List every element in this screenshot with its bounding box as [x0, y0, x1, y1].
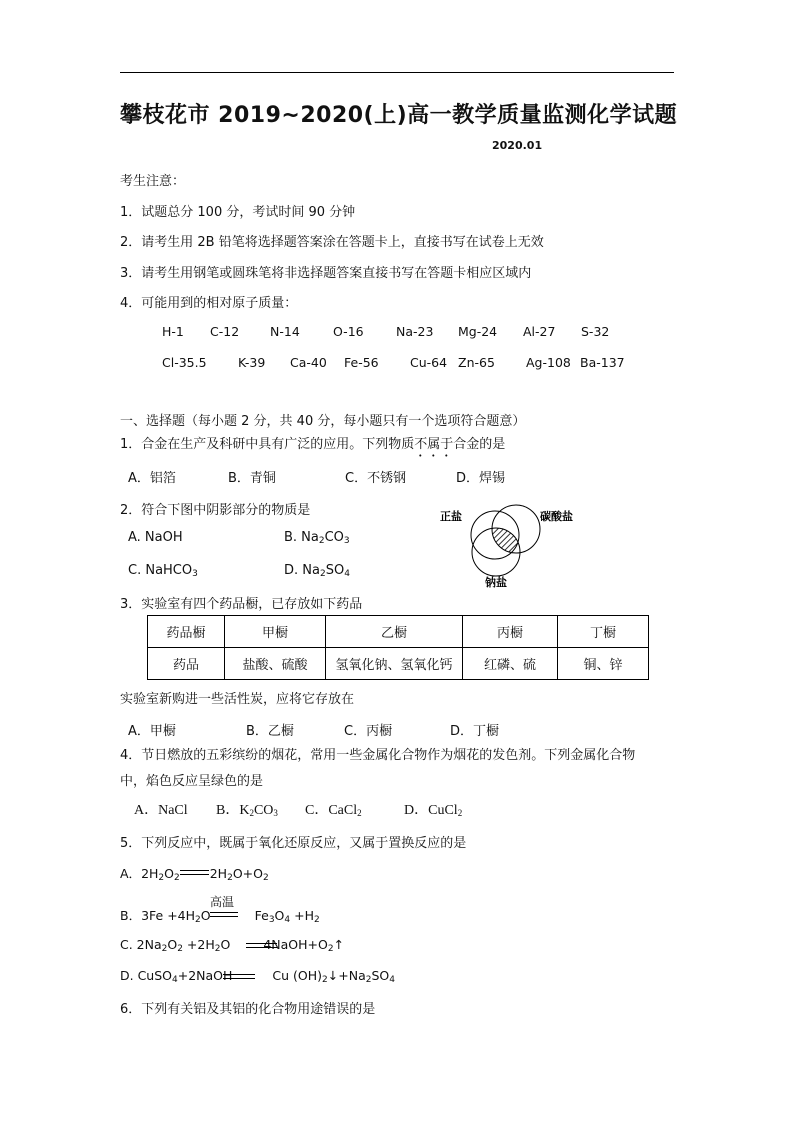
atomic-mass: K-39: [238, 355, 266, 370]
atomic-mass: N-14: [270, 324, 300, 339]
question-3-follow: 实验室新购进一些活性炭，应将它存放在: [120, 692, 355, 707]
atomic-mass: Zn-65: [458, 355, 495, 370]
atomic-mass: Cu-64: [410, 355, 448, 370]
q2-option-a: A. NaOH: [128, 530, 183, 545]
equation-sign: [223, 978, 255, 979]
question-4-stem-line2: 中，焰色反应呈绿色的是: [120, 774, 264, 789]
cabinet-table: [147, 615, 649, 680]
table-row: [148, 616, 649, 648]
notice-item-2: 2．请考生用 2B 铅笔将选择题答案涂在答题卡上，直接书写在试卷上无效: [120, 235, 544, 250]
equation-sign: [210, 912, 238, 913]
q5-option-b: B．$3Fe +4H_2O$ $Fe_3O_4 +H_2$: [120, 908, 320, 925]
question-3-stem: 3．实验室有四个药品橱，已存放如下药品: [120, 597, 363, 612]
atomic-mass: Cl-35.5: [162, 355, 207, 370]
table-cell: 红磷、硫: [463, 648, 558, 680]
question-2-stem: 2．符合下图中阴影部分的物质是: [120, 503, 311, 518]
question-5-stem: 5．下列反应中，既属于氧化还原反应，又属于置换反应的是: [120, 836, 467, 851]
atomic-mass: Ca-40: [290, 355, 327, 370]
exam-date: 2020.01: [492, 139, 543, 152]
q1-option-a: A．铝箔: [128, 471, 176, 486]
atomic-mass: S-32: [581, 324, 610, 339]
notice-item-1: 1．试题总分 100 分，考试时间 90 分钟: [120, 205, 356, 220]
table-row: [148, 648, 649, 680]
top-rule: [120, 72, 674, 73]
table-header-cell: 药品橱: [148, 616, 225, 648]
atomic-mass: Ba-137: [580, 355, 625, 370]
q4-option-b: B．$K_2CO_3$: [216, 803, 278, 818]
atomic-mass: Na-23: [396, 324, 434, 339]
table-cell: 盐酸、硫酸: [225, 648, 326, 680]
q1-option-c: C．不锈钢: [345, 471, 407, 486]
atomic-mass: H-1: [162, 324, 184, 339]
q1-option-d: D．焊锡: [456, 471, 506, 486]
q4-option-c: C．CaCl$_2$: [305, 803, 362, 818]
q5-option-d: D. CuSO$_4$+2NaOH Cu $(OH)_2↓+Na_2SO_4$: [120, 968, 395, 985]
equation-sign: [223, 974, 255, 975]
atomic-mass: O-16: [333, 324, 364, 339]
section-heading: 一、选择题（每小题 2 分，共 40 分，每小题只有一个选项符合题意）: [120, 414, 526, 429]
equation-sign: [180, 874, 209, 875]
table-cell: 氢氧化钠、氢氧化钙: [326, 648, 463, 680]
q3-option-a: A．甲橱: [128, 724, 176, 739]
equation-sign: [210, 916, 238, 917]
venn-label-bottom: 钠盐: [485, 576, 507, 589]
atomic-mass: Mg-24: [458, 324, 498, 339]
equation-sign: [246, 943, 277, 944]
atomic-mass: Fe-56: [344, 355, 379, 370]
reaction-condition: 高温: [210, 895, 235, 909]
atomic-mass: Al-27: [523, 324, 556, 339]
q4-option-a: A．NaCl: [134, 803, 188, 818]
atomic-mass: Ag-108: [526, 355, 571, 370]
venn-diagram: [430, 500, 590, 590]
q2-option-b: B. $Na_2CO_3$: [284, 530, 350, 546]
precipitate-arrow: ↓: [327, 968, 339, 983]
q5-option-a: A．$2H_2O_2$ $2H_2O+O_2$: [120, 866, 269, 883]
notice-item-3: 3．请考生用钢笔或圆珠笔将非选择题答案直接书写在答题卡相应区域内: [120, 266, 532, 281]
table-header-cell: 丁橱: [558, 616, 649, 648]
q2-option-d: D. $Na_2SO_4$: [284, 563, 350, 579]
table-cell: 药品: [148, 648, 225, 680]
emphasized-text: 不属于: [414, 437, 454, 452]
q3-option-d: D．丁橱: [450, 724, 500, 739]
table-header-cell: 丙橱: [463, 616, 558, 648]
equation-sign: [180, 870, 209, 871]
table-header-cell: 甲橱: [225, 616, 326, 648]
page-title: 攀枝花市 2019~2020(上)高一教学质量监测化学试题: [120, 103, 678, 128]
venn-label-left: 正盐: [440, 510, 462, 523]
notice-item-4: 4．可能用到的相对原子质量：: [120, 296, 298, 311]
venn-label-right: 碳酸盐: [540, 510, 573, 523]
notice-heading: 考生注意：: [120, 174, 186, 189]
q3-option-b: B．乙橱: [246, 724, 294, 739]
table-cell: 铜、锌: [558, 648, 649, 680]
q5-option-c: C. $2Na_2O_2 +2H_2O$ $4NaOH+O_2↑$: [120, 937, 345, 954]
equation-sign: [246, 947, 277, 948]
question-1-stem: 1．合金在生产及科研中具有广泛的应用。下列物质不属于合金的是: [120, 437, 506, 452]
question-6-stem: 6．下列有关铝及其铝的化合物用途错误的是: [120, 1002, 376, 1017]
q1-option-b: B．青铜: [228, 471, 276, 486]
q3-option-c: C．丙橱: [344, 724, 393, 739]
table-header-cell: 乙橱: [326, 616, 463, 648]
gas-arrow: ↑: [333, 937, 345, 952]
q4-option-d: D．CuCl$_2$: [404, 803, 463, 818]
q2-option-c: C. NaHCO$_3$: [128, 563, 198, 579]
atomic-mass: C-12: [210, 324, 240, 339]
question-4-stem-line1: 4．节日燃放的五彩缤纷的烟花，常用一些金属化合物作为烟花的发色剂。下列金属化合物: [120, 748, 636, 763]
